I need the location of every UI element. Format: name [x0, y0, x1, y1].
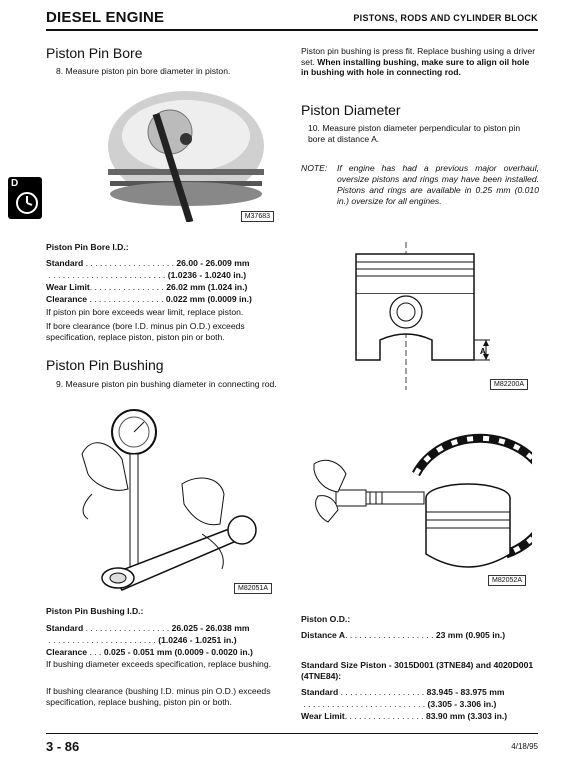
spec-label: Standard	[46, 258, 84, 268]
spec-dots: . . . . . . . . . . . . . . . . . .	[83, 623, 172, 633]
spec-dots: . . . . . . . . . . . . . . . . . . . . . . . . .	[46, 270, 168, 280]
bore-wear-row	[46, 281, 247, 293]
bore-spec-heading: Piston Pin Bore I.D.:	[46, 242, 129, 252]
bushing-text-2: If bushing clearance (bushing I.D. minus pin O.D.) exceeds specification, replace bushing, piston pin or both.	[46, 686, 271, 707]
clock-icon	[14, 190, 40, 216]
micrometer-illustration	[306, 404, 532, 590]
spec-value: 83.90 mm (3.303 in.)	[425, 711, 508, 721]
section-title: PISTONS, RODS AND CYLINDER BLOCK	[353, 13, 538, 23]
bushing-standard-in-row	[46, 634, 237, 646]
distance-a-row	[301, 629, 505, 641]
oversize-note	[301, 163, 539, 207]
step-8: 8. Measure piston pin bore diameter in piston.	[56, 66, 231, 76]
figure-piston-micrometer	[306, 404, 532, 590]
chapter-title: DIESEL ENGINE	[46, 9, 165, 26]
spec-value: 0.025 - 0.051 mm (0.0009 - 0.0020 in.)	[103, 647, 253, 657]
spec-value: 23 mm (0.905 in.)	[435, 630, 506, 640]
spec-dots: . . . . . . . . . . . . . . . . . . . . . . . . . .	[301, 699, 428, 709]
bushing-clearance-row	[46, 646, 253, 658]
spec-label: Clearance	[46, 647, 88, 657]
spec-dots: . . . . . . . . . . . . . . . .	[87, 294, 166, 304]
revision-date: 4/18/95	[511, 742, 538, 751]
figure-piston-pin-bore	[98, 84, 276, 222]
note-text: If engine has had a previous major overhaul, oversize pistons and rings may have been installed. Pistons and rings are available in 0.25 mm (0.010 in.) oversize for all engines.	[337, 163, 539, 206]
spec-value: 0.022 mm (0.0009 in.)	[165, 294, 252, 304]
spec-value: 26.00 - 26.009 mm	[176, 258, 250, 268]
spec-value: 26.025 - 26.038 mm	[171, 623, 250, 633]
bore-text-1: If piston pin bore exceeds wear limit, replace piston.	[46, 307, 244, 317]
bushing-text-1: If bushing diameter exceeds specification, replace bushing.	[46, 659, 272, 669]
spec-dots: . . . . . . . . . . . . . . . . . .	[338, 687, 427, 697]
badge-letter: D	[11, 178, 19, 189]
spec-dots: . . . . . . . . . . . . . . . .	[89, 282, 167, 292]
diesel-section-badge	[8, 177, 42, 219]
spec-label: Wear Limit	[301, 711, 345, 721]
spec-dots: . . . . . . . . . . . . . . . . . . .	[345, 630, 436, 640]
spec-label: Distance A	[301, 630, 346, 640]
bore-standard-in-row	[46, 269, 246, 281]
heading-piston-diameter: Piston Diameter	[301, 102, 401, 118]
bushing-spec-heading: Piston Pin Bushing I.D.:	[46, 606, 144, 616]
figure-caption: M82200A	[490, 379, 528, 390]
bushing-standard-row	[46, 622, 249, 634]
header-rule	[46, 29, 538, 31]
piston-wear-row	[301, 710, 507, 722]
piston-standard-row	[301, 686, 504, 698]
page-number: 3 - 86	[46, 739, 80, 754]
spec-value: (1.0246 - 1.0251 in.)	[158, 635, 237, 645]
note-label: NOTE:	[301, 163, 328, 173]
bore-standard-row	[46, 257, 249, 269]
figure-caption: M82051A	[234, 583, 272, 594]
figure-bushing-measure	[52, 404, 276, 598]
spec-dots: . . .	[87, 647, 104, 657]
spec-dots: . . . . . . . . . . . . . . . . . . .	[83, 258, 177, 268]
bore-text-2: If bore clearance (bore I.D. minus pin O.D.) exceeds specification, replace piston, piston pin or both.	[46, 321, 245, 342]
piston-od-heading: Piston O.D.:	[301, 614, 351, 624]
heading-piston-pin-bushing: Piston Pin Bushing	[46, 357, 164, 373]
piston-standard-in-row	[301, 698, 496, 710]
standard-size-title: Standard Size Piston - 3015D001 (3TNE84) and 4020D001 (4TNE84):	[301, 660, 534, 681]
step-9: 9. Measure piston pin bushing diameter in connecting rod.	[56, 379, 277, 389]
bushing-install-text	[301, 46, 539, 78]
spec-label: Wear Limit	[46, 282, 90, 292]
spec-label: Standard	[46, 623, 84, 633]
distance-a-label: A	[480, 347, 486, 356]
spec-value: (1.0236 - 1.0240 in.)	[167, 270, 247, 280]
bore-clearance-row	[46, 293, 252, 305]
step-10: 10. Measure piston diameter perpendicular to piston pin bore at distance A.	[308, 123, 521, 144]
intro-warning: When installing bushing, make sure to align oil hole in bushing with hole in connecting rod.	[301, 56, 530, 77]
spec-value: 83.945 - 83.975 mm	[426, 687, 505, 697]
spec-value: 26.02 mm (1.024 in.)	[166, 282, 248, 292]
piston-cross-section	[340, 240, 530, 392]
intro-text: Piston pin bushing is press fit. Replace bushing using a driver set.	[301, 46, 536, 67]
spec-label: Standard	[301, 687, 339, 697]
heading-piston-pin-bore: Piston Pin Bore	[46, 45, 143, 61]
spec-dots: . . . . . . . . . . . . . . . . .	[344, 711, 426, 721]
figure-piston-diameter	[340, 240, 530, 392]
bore-gauge-illustration	[52, 404, 276, 598]
spec-label: Clearance	[46, 294, 88, 304]
spec-value: (3.305 - 3.306 in.)	[427, 699, 497, 709]
piston-photo	[98, 84, 276, 222]
spec-dots: . . . . . . . . . . . . . . . . . . . . . . .	[46, 635, 159, 645]
footer-rule	[46, 733, 538, 734]
figure-caption: M37683	[241, 211, 274, 222]
figure-caption: M82052A	[488, 575, 526, 586]
